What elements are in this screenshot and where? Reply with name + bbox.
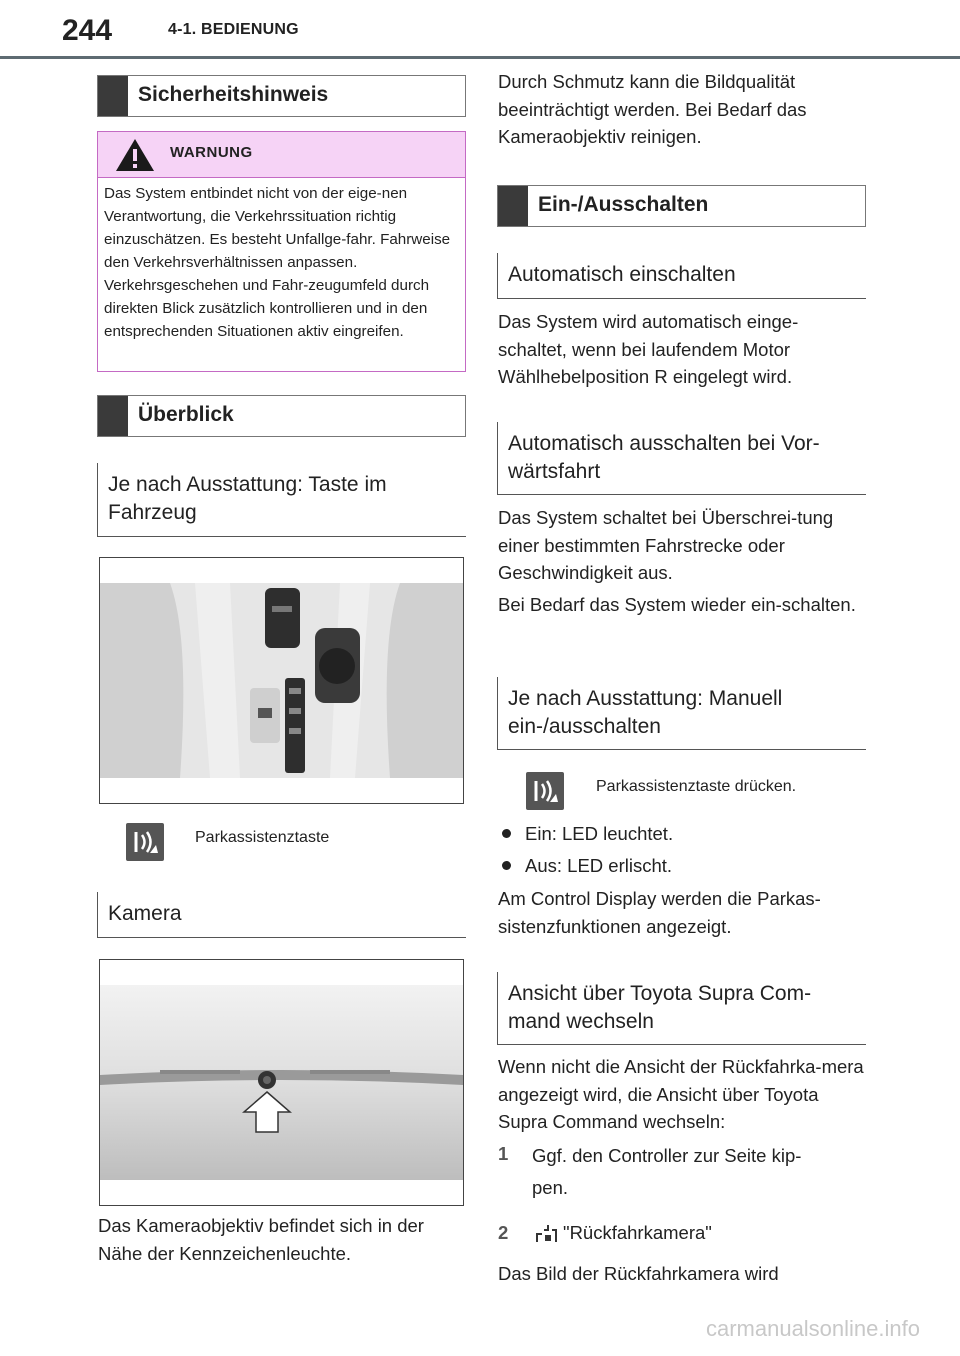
warning-text: Das System entbindet nicht von der eige-nen Verantwortung, die Verkehrssituation richtig einzuschätzen. Es besteht Unfallge-fahr. Fahrweise den Verkehrsverhältnissen anpassen. Verkehrsgeschehen und Fahr-zeugumfeld durch direkten Blick zusätzlich kontrollieren und in den entsprechenden Situationen aktiv eingreifen. <box>104 185 451 340</box>
bullet-item <box>502 855 672 877</box>
section-onoff <box>497 185 866 227</box>
subsection-title: Ansicht über Toyota Supra Com-mand wechseln <box>508 982 812 1033</box>
subsection-view <box>497 972 866 1045</box>
park-assist-icon <box>526 772 564 810</box>
watermark: carmanualsonline.info <box>705 1316 920 1341</box>
subsection-title: Automatisch einschalten <box>508 263 736 286</box>
section-title: Sicherheitshinweis <box>138 83 329 106</box>
reenable-text: Bei Bedarf das System wieder ein-schalten. <box>498 594 856 615</box>
subsection-title: Automatisch ausschalten bei Vor-wärtsfahrt <box>508 432 820 483</box>
rear-camera-illustration <box>100 960 463 1205</box>
camera-text: Das Kameraobjektiv befindet sich in der Nähe der Kennzeichenleuchte. <box>98 1215 424 1264</box>
section-title: Ein-/Ausschalten <box>538 193 709 216</box>
display-text: Am Control Display werden die Parkas-sistenzfunktionen angezeigt. <box>498 888 821 937</box>
bullet-text: Aus: LED erlischt. <box>525 855 673 876</box>
subsection-auto-on <box>497 253 866 299</box>
subsection-auto-off <box>497 422 866 495</box>
section-bar <box>98 76 128 116</box>
view-text: Wenn nicht die Ansicht der Rückfahrka-mera angezeigt wird, die Ansicht über Toyota Supra Command wechseln: <box>498 1056 864 1132</box>
auto-off-text: Das System schaltet bei Überschrei-tung einer bestimmten Fahrstrecke oder Geschwindigkeit aus. <box>498 507 834 583</box>
warning-triangle-icon <box>114 137 156 173</box>
section-overview <box>97 395 466 437</box>
subsection-title: Je nach Ausstattung: Manuell ein-/ausschalten <box>508 687 783 738</box>
camera-menu-icon <box>534 1222 560 1246</box>
step-text: "Rückfahrkamera" <box>563 1222 712 1243</box>
step-text: Ggf. den Controller zur Seite kip-pen. <box>532 1145 802 1198</box>
step-number: 1 <box>498 1143 509 1164</box>
subsection-title: Je nach Ausstattung: Taste im Fahrzeug <box>108 473 387 524</box>
bullet-item <box>502 823 673 845</box>
console-image <box>99 557 464 804</box>
final-text: Das Bild der Rückfahrkamera wird <box>498 1263 779 1284</box>
bullet-dot <box>502 861 511 870</box>
section-title: Überblick <box>138 403 234 426</box>
center-console-illustration <box>100 558 463 803</box>
subsection-manual <box>497 677 866 750</box>
header-rule <box>0 56 960 59</box>
section-bar <box>98 396 128 436</box>
subsection-button <box>97 463 466 537</box>
auto-on-text: Das System wird automatisch einge-schaltet, wenn bei laufendem Motor Wählhebelposition R eingelegt wird. <box>498 311 799 387</box>
camera-image <box>99 959 464 1206</box>
park-assist-icon <box>126 823 164 861</box>
chapter-title: 4-1. BEDIENUNG <box>168 21 299 38</box>
section-safety <box>97 75 466 117</box>
subsection-title: Kamera <box>108 902 182 925</box>
subsection-camera <box>97 892 466 938</box>
dirt-text: Durch Schmutz kann die Bildqualität beeinträchtigt werden. Bei Bedarf das Kameraobjektiv reinigen. <box>498 71 807 147</box>
warning-header <box>98 132 465 178</box>
manual-caption: Parkassistenztaste drücken. <box>596 778 797 795</box>
bullet-dot <box>502 829 511 838</box>
bullet-text: Ein: LED leuchtet. <box>525 823 674 844</box>
warning-label: WARNUNG <box>170 144 253 161</box>
button-caption: Parkassistenztaste <box>195 829 330 846</box>
step-number: 2 <box>498 1222 509 1243</box>
section-bar <box>498 186 528 226</box>
warning-box <box>97 131 466 372</box>
page-number: 244 <box>62 14 113 47</box>
